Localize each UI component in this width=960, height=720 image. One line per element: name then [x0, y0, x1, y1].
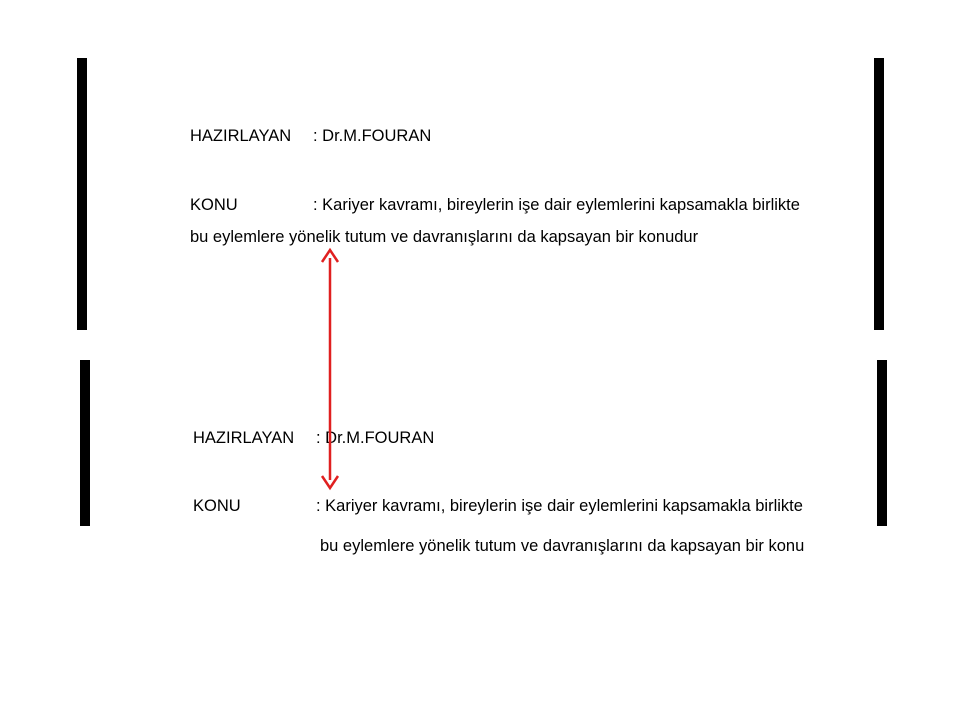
top-panel-left-bar [77, 58, 85, 330]
top-author-label: HAZIRLAYAN [190, 127, 292, 145]
bottom-topic-value-line2: bu eylemlere yönelik tutum ve davranışlarını da kapsayan bir konu [320, 537, 805, 555]
bottom-topic-label: KONU [193, 497, 241, 515]
bottom-author-label: HAZIRLAYAN [193, 429, 295, 447]
bottom-author-value: : Dr.M.FOURAN [316, 429, 435, 447]
top-panel-frame [84, 58, 877, 330]
top-author-value: : Dr.M.FOURAN [313, 127, 432, 145]
top-panel-right-bar [876, 58, 884, 330]
bottom-panel-right-bar [879, 360, 887, 526]
top-topic-value-line2: bu eylemlere yönelik tutum ve davranışlarını da kapsayan bir konudur [190, 228, 699, 246]
bottom-panel-left-bar [80, 360, 88, 526]
top-topic-label: KONU [190, 196, 238, 214]
top-topic-value-line1: : Kariyer kavramı, bireylerin işe dair eylemlerini kapsamakla birlikte [313, 196, 800, 214]
bottom-topic-value-line1: : Kariyer kavramı, bireylerin işe dair eylemlerini kapsamakla birlikte [316, 497, 803, 515]
